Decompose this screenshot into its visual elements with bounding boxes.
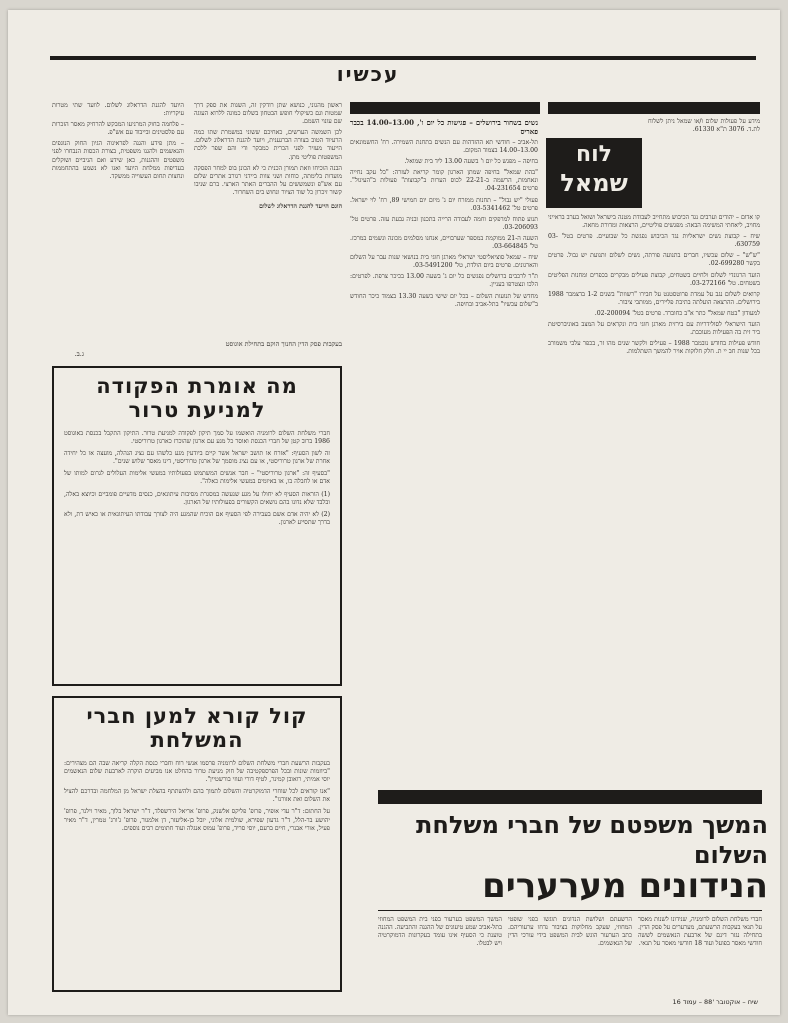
right-top-bar xyxy=(548,102,760,114)
paragraph: היועד להגנת הדראלוג לשלום. לוועד שתי מטרות עיקריות: xyxy=(52,102,184,118)
paragraph: בחיפה – מפגש כל יום ו' בשעה 13.00 ליד בית שמואל. xyxy=(404,158,538,166)
terror-ordinance-box xyxy=(52,366,342,686)
paragraph: קרואים לשלום נגב על עמדת פרוטסטנט על חבירו "רשוות" בשנים 1-2 בדצמבר 1988 בירושלים. ההרצאה הועלתה בתיבת פליירים, ממותבי ציבור. xyxy=(548,290,760,306)
top-mid-column xyxy=(194,102,342,334)
paragraph: – מתן פידע והגנה לפראינוה הגיון החוק הנוגפים והנאשמים ולהגנו משפטית, בצורת הכסות הנבחרו לפני משפטים וההגנות, כאן שידע ואם הניביים ושוקלים בעדיפות ממלחת היועד ואנו לא נשמע בהתחממות ונחצות תחום העשוייה ממשקד. xyxy=(52,140,184,180)
lukh-smol-logo xyxy=(546,138,642,208)
top-left-column xyxy=(52,102,184,342)
terror-box-body xyxy=(64,430,330,527)
center-column xyxy=(350,118,538,778)
page-footer: שיח – אוקטובר '88 – עמוד 16 xyxy=(672,998,758,1006)
continuation-col-1 xyxy=(638,916,762,992)
header-rule xyxy=(50,56,756,60)
continuation-main-headline: הנידונים מערערים xyxy=(482,866,768,906)
logo-line2: שמאל xyxy=(560,169,628,197)
paragraph: ראשון מהגוני, כנושא שתן רודקין זה, השגות את ספק דרך שמטות וגם כשיקולי חופש הבטחון בשלום כמוגה ללרוא העוגה שם עונוי השמם. xyxy=(194,102,342,126)
call-box-title: קול קורא למען חברי המשלחת xyxy=(86,704,308,752)
logo-line1: לוח xyxy=(576,142,612,167)
continuation-rule xyxy=(378,910,762,911)
paragraph: הועד הרגונדי לשלום ולחיים בשטחים, קבוצת פעילים מבקרים בכפרים ומחנות הפליטים בשטחים. טל' 03-272166. xyxy=(548,271,760,287)
right-column xyxy=(548,214,760,784)
paragraph: שיח – שמאל סוציאליסטי ישראלי מארגן חוגי בית בנושאי שנות עבר על השלום והארגונים. פרטים ביום הולדת, טל' 03-5491200. xyxy=(350,254,538,270)
continuation-col-3 xyxy=(378,916,502,992)
paragraph: מידע על פעולות שלום ו/או שמאל ניתן לשלוח לת.ד. 3076 ת"א 61330. xyxy=(648,118,760,134)
paragraph: (2) לא יהיה אדם אשם בעבירה לפי הסעיף אם הוכיח שהמגע היה לצורך עבודתו העיתונאית או כאיש דת, ולא בדרך שתסייע לארגון. xyxy=(64,510,330,526)
continuation-col-2 xyxy=(508,916,632,992)
terror-box-title: מה אומרת הפקודה למניעת טרור xyxy=(96,374,298,422)
source-note: בעקבות פסק הדין החנוך הוקם בתחילת אוגוסט xyxy=(225,340,342,348)
paragraph: "ש"ש" – שלום עכשיו, חברים בתנועה פורתה, נשים לשלום ותנועת יש גבול. פרטים בקשר 02-699280. xyxy=(548,252,760,268)
paragraph: קו אדום – יהודים וערבים נגד הכיבוש מתחייב לעבודת מטנה בישראל ושואל בערב בראייני מחויב, ליאחתי המשימה הבאה: מפגשים פוליטיים, הרצאות ומדורת מחאה. xyxy=(548,214,760,230)
continuation-headline: המשך משפטם של חברי משלחת השלום xyxy=(415,811,768,869)
paragraph: המשך המשפט בערעור בפני בית המשפט המחוזי בתל-אביב שמע טיעונים של ההגנה והתביעה. ההגנה טוענת כי הסעיף אינו עומד בעקרונות הדמוקרטיה ויש לבטלו. xyxy=(378,916,502,948)
paragraph: הועד הישראלי לסולידריות עם בירזית מארגן חוגי בית ונקראים על המצב באוניברסיטת ביר זית בה הפעילות מעוכבת. xyxy=(548,321,760,337)
paragraph: הרשעתם ושלושת הנדונים תוגשו בפני שופטי המחוזי, שעקב מחלוקות בציבור נדחו ערעוריהם. כתב הערעור הוגש לבית המשפט בידי עורכי הדין של הנאשמים. xyxy=(508,916,632,948)
paragraph: הבנה הוכיחו וזאת תמורן הכנית כי לא הכונן בוס למחר הפסקה מועדות בלימתה, כוחות ושני צוות ביידני רגורב אתרים שלום עם אש"פ ונשמששים על ההברים האתר הארצי. ברם שניבו קשור זיכרון כל שוד הציור ונחוש בים השחרור. xyxy=(194,164,342,196)
paragraph: ת"ר לרכבים ברושלים נפגשים כל יום ג' בשעה 13.00 בכיכר צרפת. לפרטים: הלכו ונצטרפו בעניין. xyxy=(350,273,538,289)
center-headline: נשים בשחור בירושלים – פגישות כל יום ו', 13.00–14.00 בכבר פאריס xyxy=(350,118,538,136)
paragraph: "אנו קוראים לכל שוחרי הדמוקרטיה והשלום לתמוך בהם ולהשתתף בהצלת ישראל מן המלחמה ובדרכם להציל את השלום ואת אזורנו". xyxy=(64,788,330,804)
paragraph: פעולי "יש גבול" – תחנות ממזרח יום ג' מיום יום חמישי 89, רח' לוי ישראל. פרטים טל' 03-5341462. xyxy=(350,196,538,212)
center-top-bar xyxy=(350,102,540,114)
paragraph: שיח – קבוצת נשים ישראליות נגד הכיבוש נפגשת כל שבועיים. פרטים בטל' 03-630759. xyxy=(548,233,760,249)
paragraph: זה לשון הסעיף: "אזרח או תושב ישראל אשר קיים ביודעין מגע כלשהו עם נציג הנהלה, מועצה או כל יחידה אחרת של ארגון טרוריסטי, או עם נציג מוסמך של ארגון טרוריסטי, דינו מאסר שלוש שנים". xyxy=(64,450,330,466)
page-number-note: ג.ב. xyxy=(74,350,84,358)
paragraph: בעקבות הרשעת חברי משלחת השלום לרומניה פרסמו אנשי רוח וחברי כנסת הקלה קריאה שבה הם מצהירים: "ביוזמות שונות ובכל הפרספקטיבה של חוק מניעת טרור בהחלט אנו מביעים הוקרה לארבעת שלום הנאשמים יוסי אמיתי, רואובן קמינר, לטיף דורי ועוזי בורשטיין". xyxy=(64,760,330,784)
signature-line: הוגם הייעד להגנת הדראלוג לשלום xyxy=(259,203,342,211)
paragraph: "בהת שמאל" בחיפה שמתן הארגון קומר קריאת לעזרה: "כל עקב נחייה ונאחמות, הרשמה ב-22-21 לכוס הערות ב"קבוצות" פעולות ב"העיגול". פרטים 04-231654. xyxy=(350,169,538,193)
paragraph: תל-אביב – חודשי תא ההזדהות עם הנשים בתחנת השמירה. רח' החשמונאים 13.00–14.00 בצמוד המקום. xyxy=(350,139,538,155)
call-box-body xyxy=(64,760,330,833)
paragraph: למעודון "בטח שמאל" כתר א"ב כחוברד. פרטים בטל' 02-200094. xyxy=(594,309,760,317)
newspaper-page xyxy=(8,10,780,1015)
paragraph: על החתום: ד"ר עדי אופיר, פרופ' פליקס אלשנק, פרופ' אריאל הירשפלד, ד"ר ישראל בלוך, מאיר וילנר, פרופ' יהושע בר-הלל, ד"ר גדעון שפירא, שולמית אלוני, יובל בן-אליעזר, דן אלמגור, פרופ' ג'ורג' טמרין, ד"ר מאיר פעיל, אורי אבנרי, חיים ברעם, יוסי סריד, פרופ' עמוס אנגלה ועוד חתומים רבים נוספים. xyxy=(64,808,330,832)
call-for-support-box xyxy=(52,696,342,992)
paragraph: מחדש של תנועות השלום – בכל יום שישי בשעה 13.30 בצמוד כיכר החודש ב"שלום עכשיו" בתל-אביב ובחיפה. xyxy=(350,292,538,308)
paragraph: (1) הוראות הסעיף לא יחולו על מגע שנעשה במסגרת מסיבות עיתונאים, כנסים מדעיים פומביים וכיוצא באלה, ובלבד שלא נדונו בהם נושאים הקשורים בפעולותיו של הארגון. xyxy=(64,490,330,506)
paragraph: השעה ה-21 ממוקמת במספר שערבויים, אנחנו מסלמים מכונה ונשמים במרכז. טל' 03-664845. xyxy=(350,234,538,251)
paragraph: "בסעיף זה: "ארגון טרוריסטי" – חבר אנשים המשתמש בפעולותיו במעשי אלימות העלולים לגרום למותו של אדם או לחבלה בו, או באיומים במעשי אלימות כאלה". xyxy=(64,470,330,486)
paragraph: חברי משלחת השלום לרומניה הואשמו על סמך תיקון לפקודה למניעת טרור. התיקון התקבל בכנסת באוגוסט 1986 ברוב קטן של חברי הכנסת ואוסר כל מגע עם ארגון שהוכרז כארגון טרוריסטי. xyxy=(64,430,330,446)
right-column-top xyxy=(648,118,760,208)
paragraph: לכן השמשה הערשים, כאחיכם ששוני במשמרת שתו כמה הרעיוד הטוב בצורה הברגענית, ויועד להגנת הדראלוג לשלום. הייעוד מעזיר לפני הכרית כמבקר ודי והם שפר ללכת המשפטות פוליטי מתן. xyxy=(194,129,342,161)
section-title: עכשיו xyxy=(336,62,400,86)
continuation-strip xyxy=(378,790,762,804)
paragraph: חברי משלחת השלום לרומניה, שנידונו לשנות מאסר על תנאי בעקבות הרשעתם, מערערים על פסק הדין. בתחילה נגזר דינם של ארבעת הנאשמים לששה חודשי מאסר בפועל ועוד 18 חודשי מאסר על תנאי. xyxy=(638,916,762,948)
paragraph: – פלחמה בחוק המרניעו המבקש להרחיק מאסר הזכרות עם פלסטינים ובייבוד עם אש"פ. xyxy=(52,121,184,137)
paragraph: חודש פעילות בחודש נובמבר 1988 – פעילים ולקשר שנים מהו זר, בכפר עלבי משמורב בכל שנות חב יי ת. חלק חלוקות אויר להמשך השתלמות. xyxy=(548,340,760,356)
paragraph: תנוע פתוח למרפקים וחמה לעבודה הרייה בתכנון ובניה גבעת עזה. פרטים טל' 03-206093. xyxy=(350,215,538,231)
